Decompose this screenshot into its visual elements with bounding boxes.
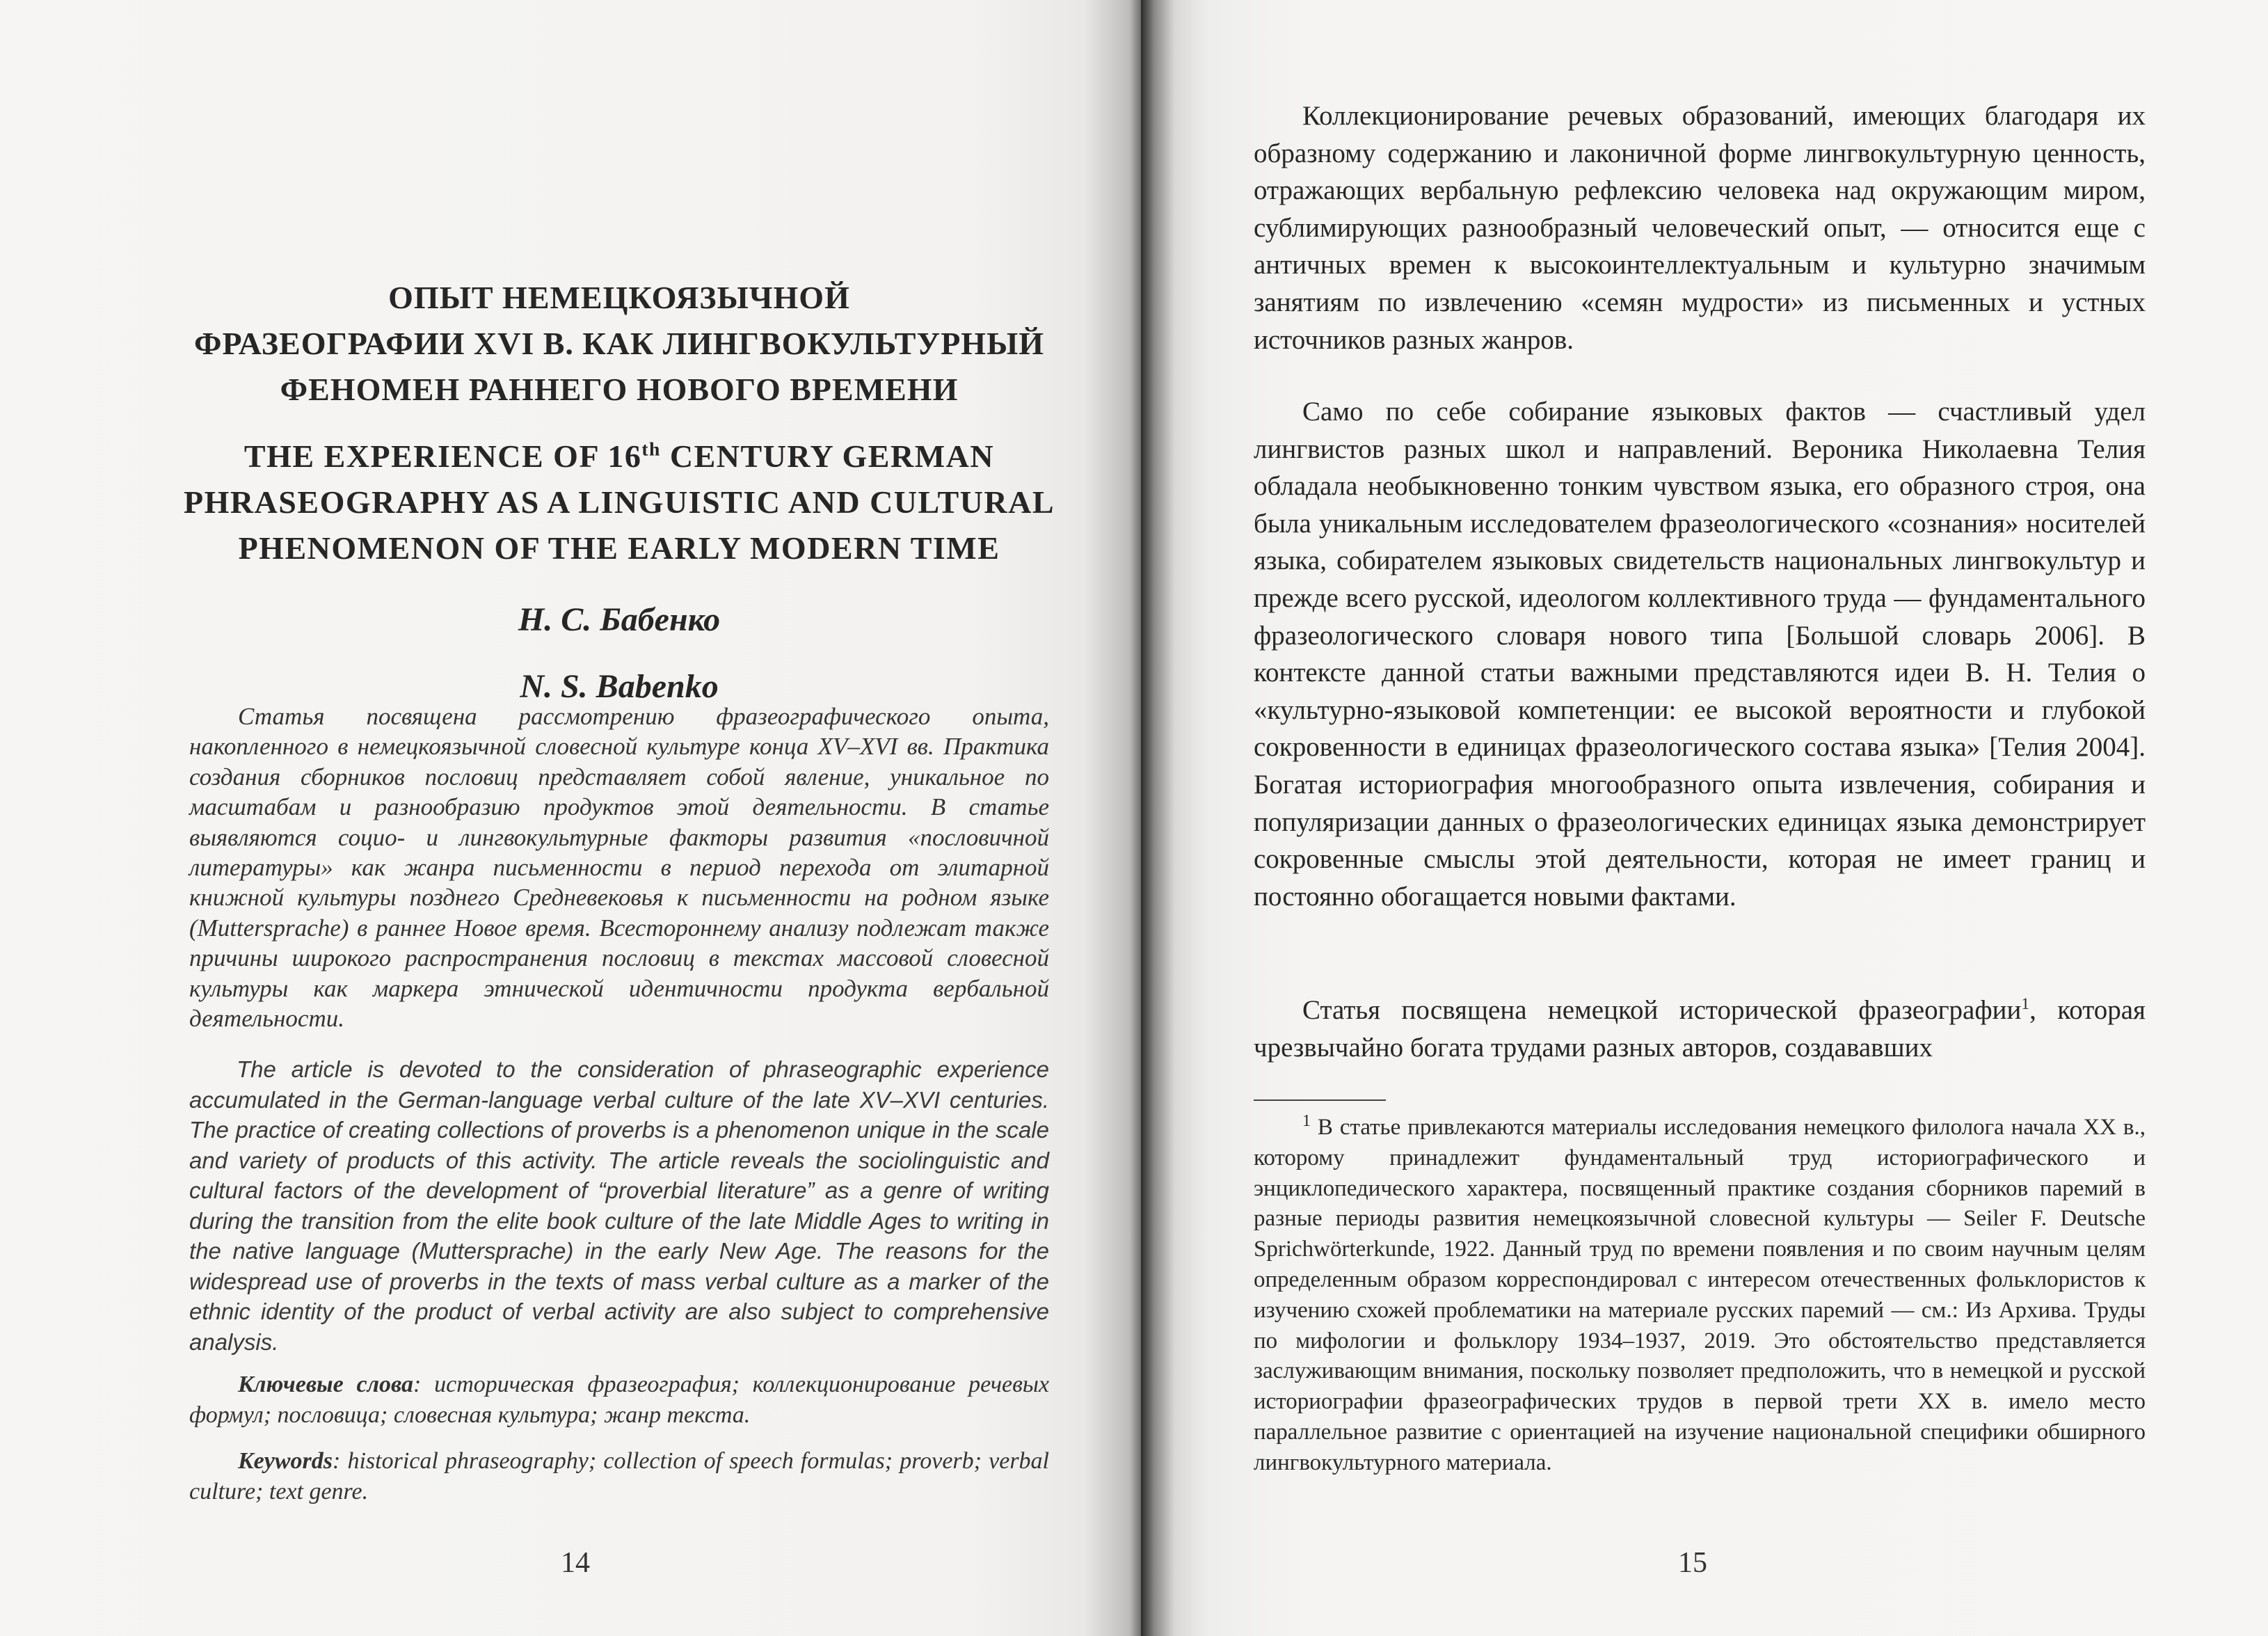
keywords-en bbox=[189, 1446, 1049, 1507]
footnote-ref[interactable]: 1 bbox=[2021, 995, 2030, 1013]
paragraph-3-before: Статья посвящена немецкой исторической фразеографии bbox=[1302, 995, 2022, 1025]
paragraph-1: Коллекционирование речевых образований, имеющих благодаря их образному содержанию и лаконичной форме лингвокультурную ценность, отражающих вербальную рефлексию человека над окружающим миром, сублимирующих разнообразный человеческий опыт, — относится еще с античных времен к высокоинтеллектуальным и культурно значимым занятиям по извлечению «семян мудрости» из письменных и устных источников разных жанров. bbox=[1254, 101, 2146, 355]
keywords-en-label: Keywords bbox=[238, 1448, 333, 1474]
paragraph-3 bbox=[1254, 992, 2146, 1066]
title-en-line2: PHRASEOGRAPHY AS A LINGUISTIC AND CULTURAL bbox=[183, 484, 1055, 520]
title-en-ordinal: th bbox=[641, 438, 661, 460]
footnote bbox=[1254, 1106, 2146, 1479]
author-ru: Н. С. Бабенко bbox=[518, 601, 721, 638]
keywords-en-text: : historical phraseography; collection of speech formulas; proverb; verbal culture; text genre. bbox=[189, 1448, 1049, 1504]
title-en-line1-prefix: THE EXPERIENCE OF 16 bbox=[243, 438, 642, 474]
footnote-text: В статье привлекаются материалы исследования немецкого филолога начала XX в., которому принадлежит фундаментальный труд историографического и энциклопедического характера, посвященный практике создания сборников паремий в разные периоды развития немецкоязычной словесной культуры — Seiler F. Deutsche Sprichwörterkunde, 1922. Данный труд по времени появления и по своим научным целям определенным образом корреспондировал с интересом отечественных фольклористов к изучению схожей проблематики на материале русских паремий — см.: Из Архива. Труды по мифологии и фольклору 1934–1937, 2019. Это обстоятельство представляется заслуживающим внимания, поскольку позволяет предположить, что в немецкой и русской историографии фразеографических трудов в первой трети XX в. имело место параллельное развитие с ориентацией на изучение национальной специфики обширного лингвокультурного материала. bbox=[1254, 1115, 2146, 1475]
footnote-mark: 1 bbox=[1302, 1112, 1311, 1130]
paragraph-3-after: , которая чрезвычайно богата трудами разных авторов, создававших bbox=[1254, 995, 2146, 1063]
footnote-divider bbox=[1254, 1099, 1386, 1101]
title-block bbox=[181, 275, 1057, 708]
page-number-right: 15 bbox=[1678, 1547, 1707, 1579]
paragraph-2: Само по себе собирание языковых фактов — счастливый удел лингвистов разных школ и направлений. Вероника Николаевна Телия обладала необыкновенно тонким чувством языка, его образного строя, она была уникальным исследователем фразеологического «сознания» носителей языка, собирателем языковых свидетельств национальных лингвокультур и прежде всего русской, идеологом коллективного труда — фундаментального фразеологического словаря нового типа [Большой словарь 2006]. В контексте данной статьи важными представляются идеи В. Н. Телия о «культурно-языковой компетенции: ее высокой вероятности и глубокой сокровенности в единицах фразеологического состава языка» [Телия 2004]. Богатая историография многообразного опыта извлечения, собирания и популяризации данных о фразеологических единицах языка демонстрирует сокровенные смыслы этой деятельности, которая не имеет границ и постоянно обогащается новыми фактами. bbox=[1254, 397, 2146, 912]
title-ru bbox=[181, 275, 1057, 413]
title-ru-line: ОПЫТ НЕМЕЦКОЯЗЫЧНОЙ bbox=[388, 280, 850, 315]
title-ru-line: ФЕНОМЕН РАННЕГО НОВОГО ВРЕМЕНИ bbox=[280, 372, 959, 407]
keywords-ru bbox=[189, 1369, 1049, 1431]
keywords-ru-text: : историческая фразеография; коллекционирование речевых формул; пословица; словесная культура; жанр текста. bbox=[189, 1372, 1050, 1428]
keywords-ru-label: Ключевые слова bbox=[238, 1372, 413, 1397]
page-number-left: 14 bbox=[561, 1547, 590, 1579]
title-en-line1-suffix: CENTURY GERMAN bbox=[660, 438, 995, 474]
abstract-ru: Статья посвящена рассмотрению фразеографического опыта, накопленного в немецкоязычной словесной культуре конца XV–XVI вв. Практика создания сборников пословиц представляет собой явление, уникальное по масштабам и разнообразию продуктов этой деятельности. В статье выявляются социо- и лингвокультурные факторы развития «пословичной литературы» как жанра письменности в период перехода от элитарной книжной культуры позднего Средневековья к письменности на родном языке (Muttersprache) в раннее Новое время. Всестороннему анализу подлежат также причины широкого распространения пословиц в текстах массовой словесной культуры как маркера этнической идентичности продукта вербальной деятельности. bbox=[189, 703, 1049, 1033]
abstract-en: The article is devoted to the consideration of phraseographic experience accumulated in the German-language verbal culture of the late XV–XVI centuries. The practice of creating collections of proverbs is a phenomenon unique in the scale and variety of products of this activity. The article reveals the sociolinguistic and cultural factors of the development of “proverbial literature” as a genre of writing during the transition from the elite book culture of the late Middle Ages to writing in the native language (Muttersprache) in the early New Age. The reasons for the widespread use of proverbs in the texts of mass verbal culture as a marker of the ethnic identity of the product of verbal activity are also subject to comprehensive analysis. bbox=[189, 1056, 1049, 1355]
title-ru-line: ФРАЗЕОГРАФИИ XVI В. КАК ЛИНГВОКУЛЬТУРНЫЙ bbox=[193, 326, 1045, 361]
title-en-line3: PHENOMENON OF THE EARLY MODERN TIME bbox=[238, 530, 1000, 566]
author-en: N. S. Babenko bbox=[520, 668, 719, 705]
title-en bbox=[181, 434, 1057, 571]
